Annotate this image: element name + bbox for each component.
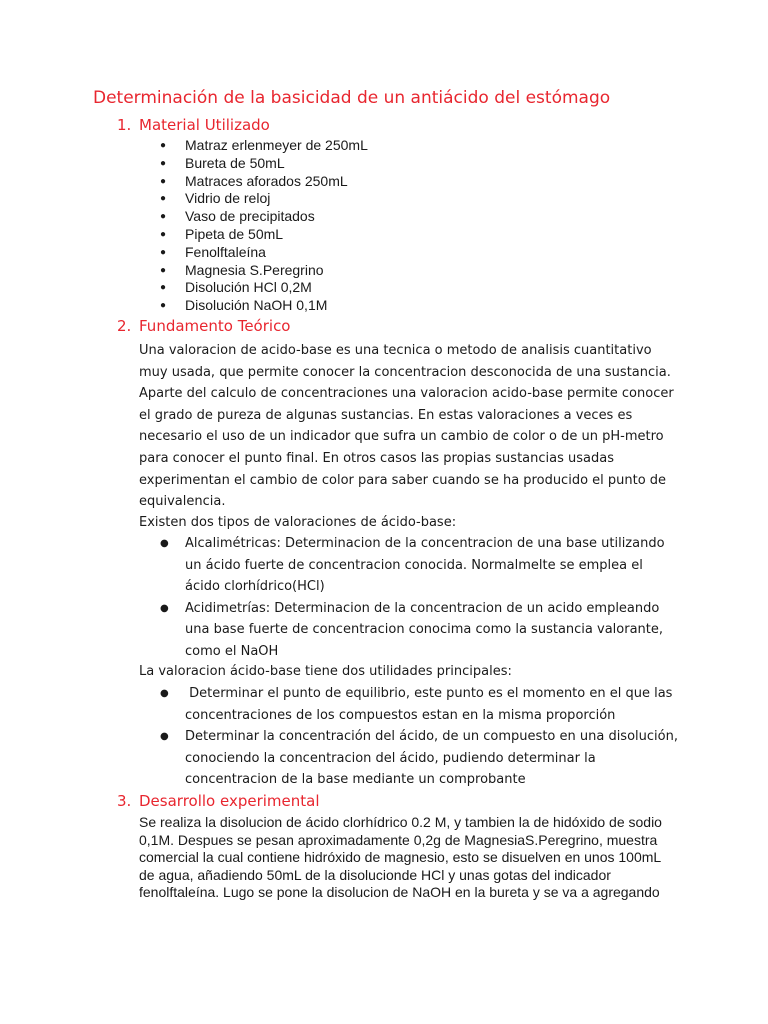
section-title: Material Utilizado: [139, 116, 270, 134]
list-item: ● Matraces aforados 250mL: [160, 172, 348, 189]
bullet-icon: ●: [160, 538, 169, 549]
bullet-icon: ●: [160, 282, 167, 294]
list-item: ● Determinar el punto de equilibrio, este punto es el momento en el que las concentraciones de los compuestos estan en la misma proporción: [160, 683, 680, 726]
uses-intro: La valoracion ácido-base tiene dos utilidades principales:: [139, 664, 512, 679]
materials-list: [160, 137, 368, 315]
list-item: ● Matraz erlenmeyer de 250mL: [160, 137, 368, 153]
bullet-icon: ●: [160, 228, 167, 240]
experimental-paragraph: Se realiza la disolucion de ácido clorhídrico 0.2 M, y tambien la de hidóxido de sodio 0,1M. Despues se pesan aproximadamente 0,2g de MagnesiaS.Peregrino, muestra comercial la cual contiene hidróxido de magnesio, esto se disuelven en unos 100mL de agua, añadiendo 50mL de la disolucionde HCl y unas gotas del indicador fenolftaleína. Lugo se pone la disolucion de NaOH en la bureta y se va a agregando: [139, 814, 662, 901]
section-title: Desarrollo experimental: [139, 792, 320, 810]
titration-uses-list: [160, 683, 680, 791]
bullet-icon: ●: [160, 264, 167, 276]
bullet-icon: ●: [160, 300, 167, 312]
list-item: ● Bureta de 50mL: [160, 154, 285, 171]
list-item: ● Disolución NaOH 0,1M: [160, 297, 328, 314]
section-number: 2.: [117, 317, 132, 335]
titration-types-list: [160, 533, 680, 663]
bullet-icon: ●: [160, 688, 169, 699]
list-item: ● Acidimetrías: Determinacion de la concentracion de un acido empleando una base fuerte de concentracion conocima como la sustancia valorante, como el NaOH: [160, 598, 680, 663]
list-item: ● Vidrio de reloj: [160, 190, 271, 207]
bullet-icon: ●: [160, 246, 167, 258]
bullet-icon: ●: [160, 731, 169, 743]
section-number: 3.: [117, 792, 132, 810]
section-heading-theory: [117, 317, 291, 335]
list-item: ● Pipeta de 50mL: [160, 225, 284, 242]
section-number: 1.: [117, 116, 132, 134]
bullet-icon: ●: [160, 140, 167, 151]
document-title: Determinación de la basicidad de un antiácido del estómago: [93, 88, 611, 108]
types-intro: Existen dos tipos de valoraciones de ácido-base:: [139, 515, 457, 530]
list-item: ● Magnesia S.Peregrino: [160, 261, 324, 278]
bullet-icon: ●: [160, 602, 169, 614]
list-item: ● Alcalimétricas: Determinacion de la concentracion de una base utilizando un ácido fuerte de concentracion conocida. Normalmelte se emplea el ácido clorhídrico(HCl): [160, 533, 680, 598]
list-item: ● Disolución HCl 0,2M: [160, 279, 312, 296]
bullet-icon: ●: [160, 157, 167, 169]
section-heading-experimental: [117, 792, 320, 810]
bullet-icon: ●: [160, 175, 167, 187]
list-item: ● Determinar la concentración del ácido, de un compuesto en una disolución, conociendo la concentracion del ácido, pudiendo determinar la concentracion de la base mediante un comprobante: [160, 726, 680, 791]
section-title: Fundamento Teórico: [139, 317, 291, 335]
list-item: ● Fenolftaleína: [160, 243, 266, 260]
bullet-icon: ●: [160, 211, 167, 223]
list-item: ● Vaso de precipitados: [160, 208, 315, 225]
bullet-icon: ●: [160, 193, 167, 205]
section-heading-material: [117, 116, 270, 134]
theory-paragraph: Una valoracion de acido-base es una tecnica o metodo de analisis cuantitativo muy usada, que permite conocer la concentracion desconocida de una sustancia. Aparte del calculo de concentraciones una valoracion acido-base permite conocer el grado de pureza de algunas sustancias. En estas valoraciones a veces es necesario el uso de un indicador que sufra un cambio de color o de un pH-metro para conocer el punto final. En otros casos las propias sustancias usadas experimentan el cambio de color para saber cuando se ha producido el punto de equivalencia.: [139, 343, 674, 510]
